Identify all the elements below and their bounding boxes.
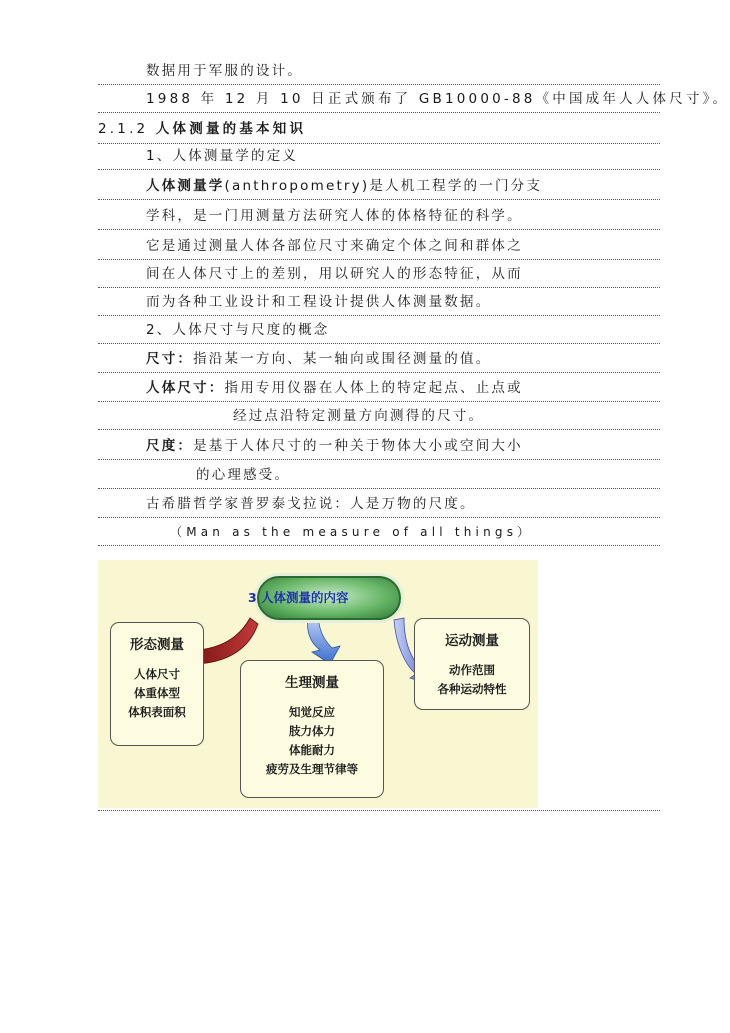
line-text: 它是通过测量人体各部位尺寸来确定个体之间和群体之 — [146, 238, 523, 254]
line-text: 学科，是一门用测量方法研究人体的体格特征的科学。 — [146, 208, 523, 224]
text-line — [98, 233, 660, 260]
section-number: 2.1.2 — [98, 121, 156, 137]
box-item: 动作范围 — [449, 663, 495, 677]
section-title: 人体测量的基本知识 — [155, 121, 307, 137]
diagram-title: 3 人体测量的内容 — [248, 590, 349, 605]
box-title: 生理测量 — [285, 675, 339, 691]
line-text: 而为各种工业设计和工程设计提供人体测量数据。 — [146, 294, 492, 310]
text-line — [98, 143, 660, 170]
section-heading — [98, 116, 660, 144]
line-text: (anthropometry)是人机工程学的一门分支 — [224, 178, 543, 194]
text-line — [98, 289, 660, 316]
text-line — [98, 462, 660, 489]
movement-box — [414, 618, 530, 710]
line-text: 1、人体测量学的定义 — [146, 148, 299, 164]
line-text: 的心理感受。 — [196, 467, 291, 483]
line-text: 1988 年 12 月 10 日正式颁布了 GB10000-88《中国成年人人体尺寸》。 — [146, 91, 730, 107]
box-item: 人体尺寸 — [134, 667, 180, 681]
line-text: 间在人体尺寸上的差别，用以研究人的形态特征，从而 — [146, 266, 523, 282]
term: 尺寸： — [146, 351, 194, 367]
line-text: 数据用于军服的设计。 — [146, 63, 303, 79]
box-title: 形态测量 — [130, 637, 184, 653]
line-text: 经过点沿特定测量方向测得的尺寸。 — [233, 408, 485, 424]
line-text: 指用专用仪器在人体上的特定起点、止点或 — [224, 380, 523, 396]
text-line — [98, 491, 660, 518]
box-item: 各种运动特性 — [437, 682, 507, 696]
box-item: 体积表面积 — [128, 705, 186, 719]
box-title: 运动测量 — [445, 633, 499, 649]
line-text: 古希腊哲学家普罗泰戈拉说：人是万物的尺度。 — [146, 496, 476, 512]
box-item: 体重体型 — [134, 686, 180, 700]
text-line — [98, 375, 660, 402]
term: 人体测量学 — [146, 178, 225, 194]
line-text: （Man as the measure of all things） — [170, 525, 534, 539]
line-text: 2、人体尺寸与尺度的概念 — [146, 322, 330, 338]
text-line — [98, 86, 730, 113]
line-text: 指沿某一方向、某一轴向或围径测量的值。 — [193, 351, 492, 367]
measurement-content-diagram — [98, 560, 538, 808]
text-line — [98, 433, 660, 460]
term: 尺度： — [146, 438, 194, 454]
text-line — [98, 203, 660, 230]
text-line — [98, 403, 660, 430]
text-line — [98, 317, 660, 344]
physiology-box — [240, 660, 384, 798]
line-text: 是基于人体尺寸的一种关于物体大小或空间大小 — [193, 438, 523, 454]
arrow-to-middle-icon — [308, 618, 340, 664]
text-line — [98, 173, 660, 200]
box-item: 知觉反应 — [289, 705, 335, 719]
box-item: 肢力体力 — [289, 724, 335, 738]
term: 人体尺寸： — [146, 380, 225, 396]
text-line — [98, 346, 660, 373]
box-item: 体能耐力 — [289, 743, 335, 757]
text-line — [98, 519, 660, 546]
text-line — [98, 58, 660, 85]
box-item: 疲劳及生理节律等 — [266, 762, 358, 776]
divider — [98, 810, 660, 811]
text-line — [98, 261, 660, 288]
morphology-box — [110, 622, 204, 746]
